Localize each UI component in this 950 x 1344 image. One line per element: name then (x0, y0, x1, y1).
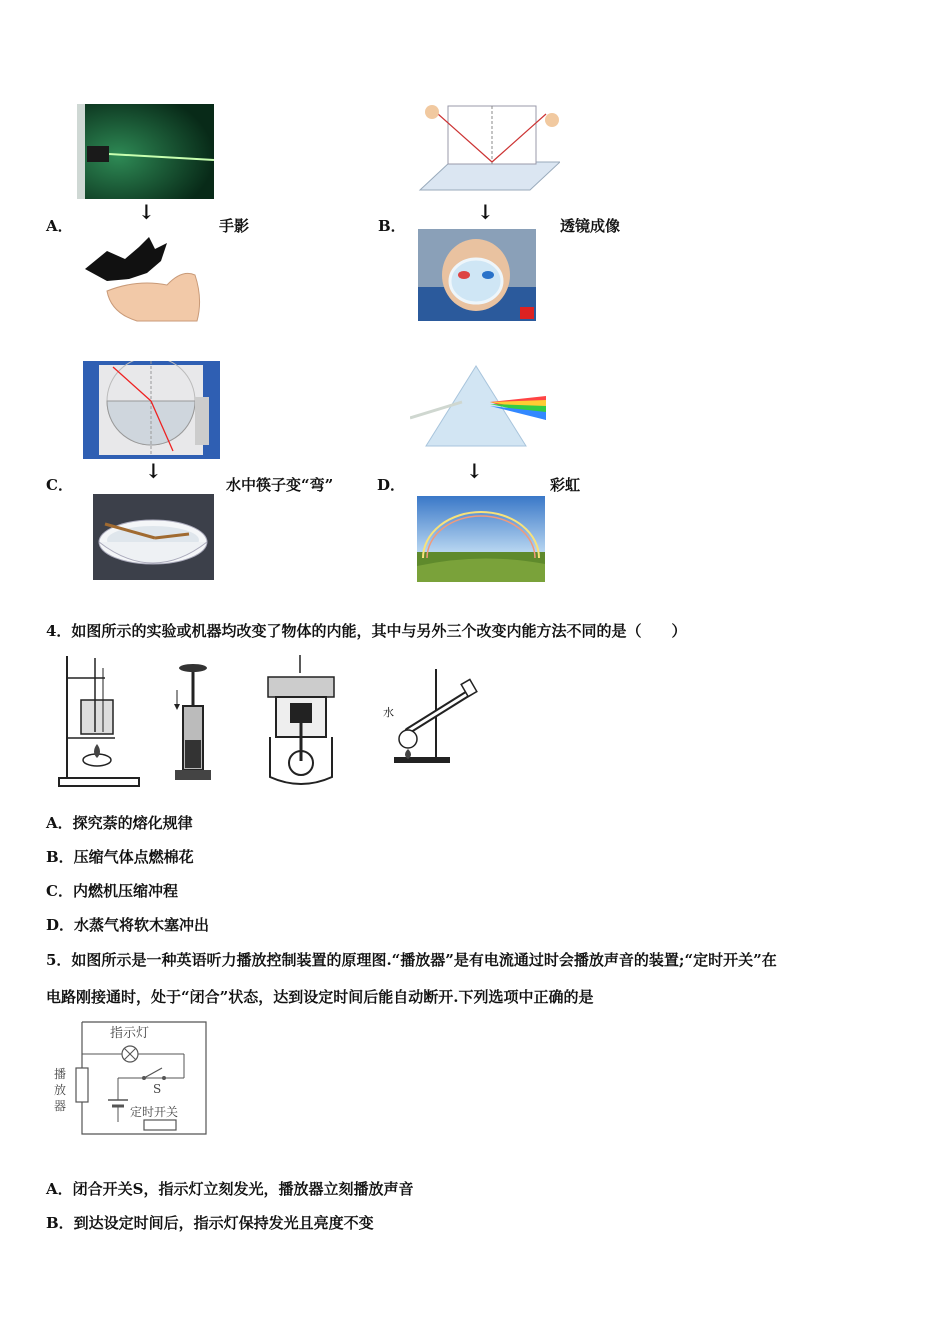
q5-choice-a: A．闭合开关S，指示灯立刻发光，播放器立刻播放声音 (46, 1180, 414, 1198)
down-arrow-icon: ↓ (138, 200, 155, 224)
q4-choice-b: B．压缩气体点燃棉花 (46, 848, 194, 866)
option-d-letter: D． (377, 476, 406, 494)
option-c-caption: 水中筷子变“弯” (226, 476, 334, 494)
down-arrow-icon: ↓ (477, 200, 494, 224)
indicator-lamp-label: 指示灯 (110, 1026, 150, 1041)
down-arrow-icon: ↓ (466, 459, 483, 483)
question-5-stem-line-1: 5．如图所示是一种英语听力播放控制装置的原理图.“播放器”是有电流通过时会播放声音的装置;“定时开关”在 (46, 951, 777, 969)
water-figure-label: 水 (383, 706, 394, 719)
question-5-stem-line-2: 电路刚接通时，处于“闭合”状态，达到设定时间后能自动断开.下列选项中正确的是 (46, 988, 594, 1006)
q5-choice-b: B．到达设定时间后，指示灯保持发光且亮度不变 (46, 1214, 374, 1232)
reflection-experiment-image (410, 100, 560, 195)
air-compression-piston (167, 662, 217, 784)
option-c-letter: C． (46, 476, 73, 494)
lens-image-child-photo (418, 229, 536, 321)
chopstick-bowl-image (93, 494, 214, 580)
question-4-stem: 4．如图所示的实验或机器均改变了物体的内能，其中与另外三个改变内能方法不同的是（ ） (46, 622, 687, 640)
q4-choice-d: D．水蒸气将软木塞冲出 (46, 916, 210, 934)
rainbow-landscape-image (417, 496, 545, 582)
engine-compression-stroke (264, 655, 339, 788)
option-d-caption: 彩虹 (550, 476, 581, 494)
option-b-caption: 透镜成像 (560, 217, 621, 235)
hand-shadow-image (77, 229, 207, 324)
switch-s-label: S (153, 1082, 162, 1096)
timer-switch-label: 定时开关 (130, 1105, 179, 1119)
naphthalene-melting-apparatus (55, 648, 145, 793)
option-b-letter: B． (378, 217, 406, 235)
refraction-protractor-image (83, 361, 220, 459)
prism-dispersion-image (410, 362, 546, 448)
laser-beam-image (77, 104, 214, 199)
q4-choice-c: C．内燃机压缩冲程 (46, 882, 178, 900)
option-a-letter: A． (46, 217, 73, 235)
down-arrow-icon: ↓ (145, 459, 162, 483)
steam-cork-apparatus (380, 665, 480, 767)
option-a-caption: 手影 (219, 217, 250, 235)
q4-choice-a: A．探究萘的熔化规律 (46, 814, 193, 832)
player-label: 播放器 (54, 1067, 67, 1113)
